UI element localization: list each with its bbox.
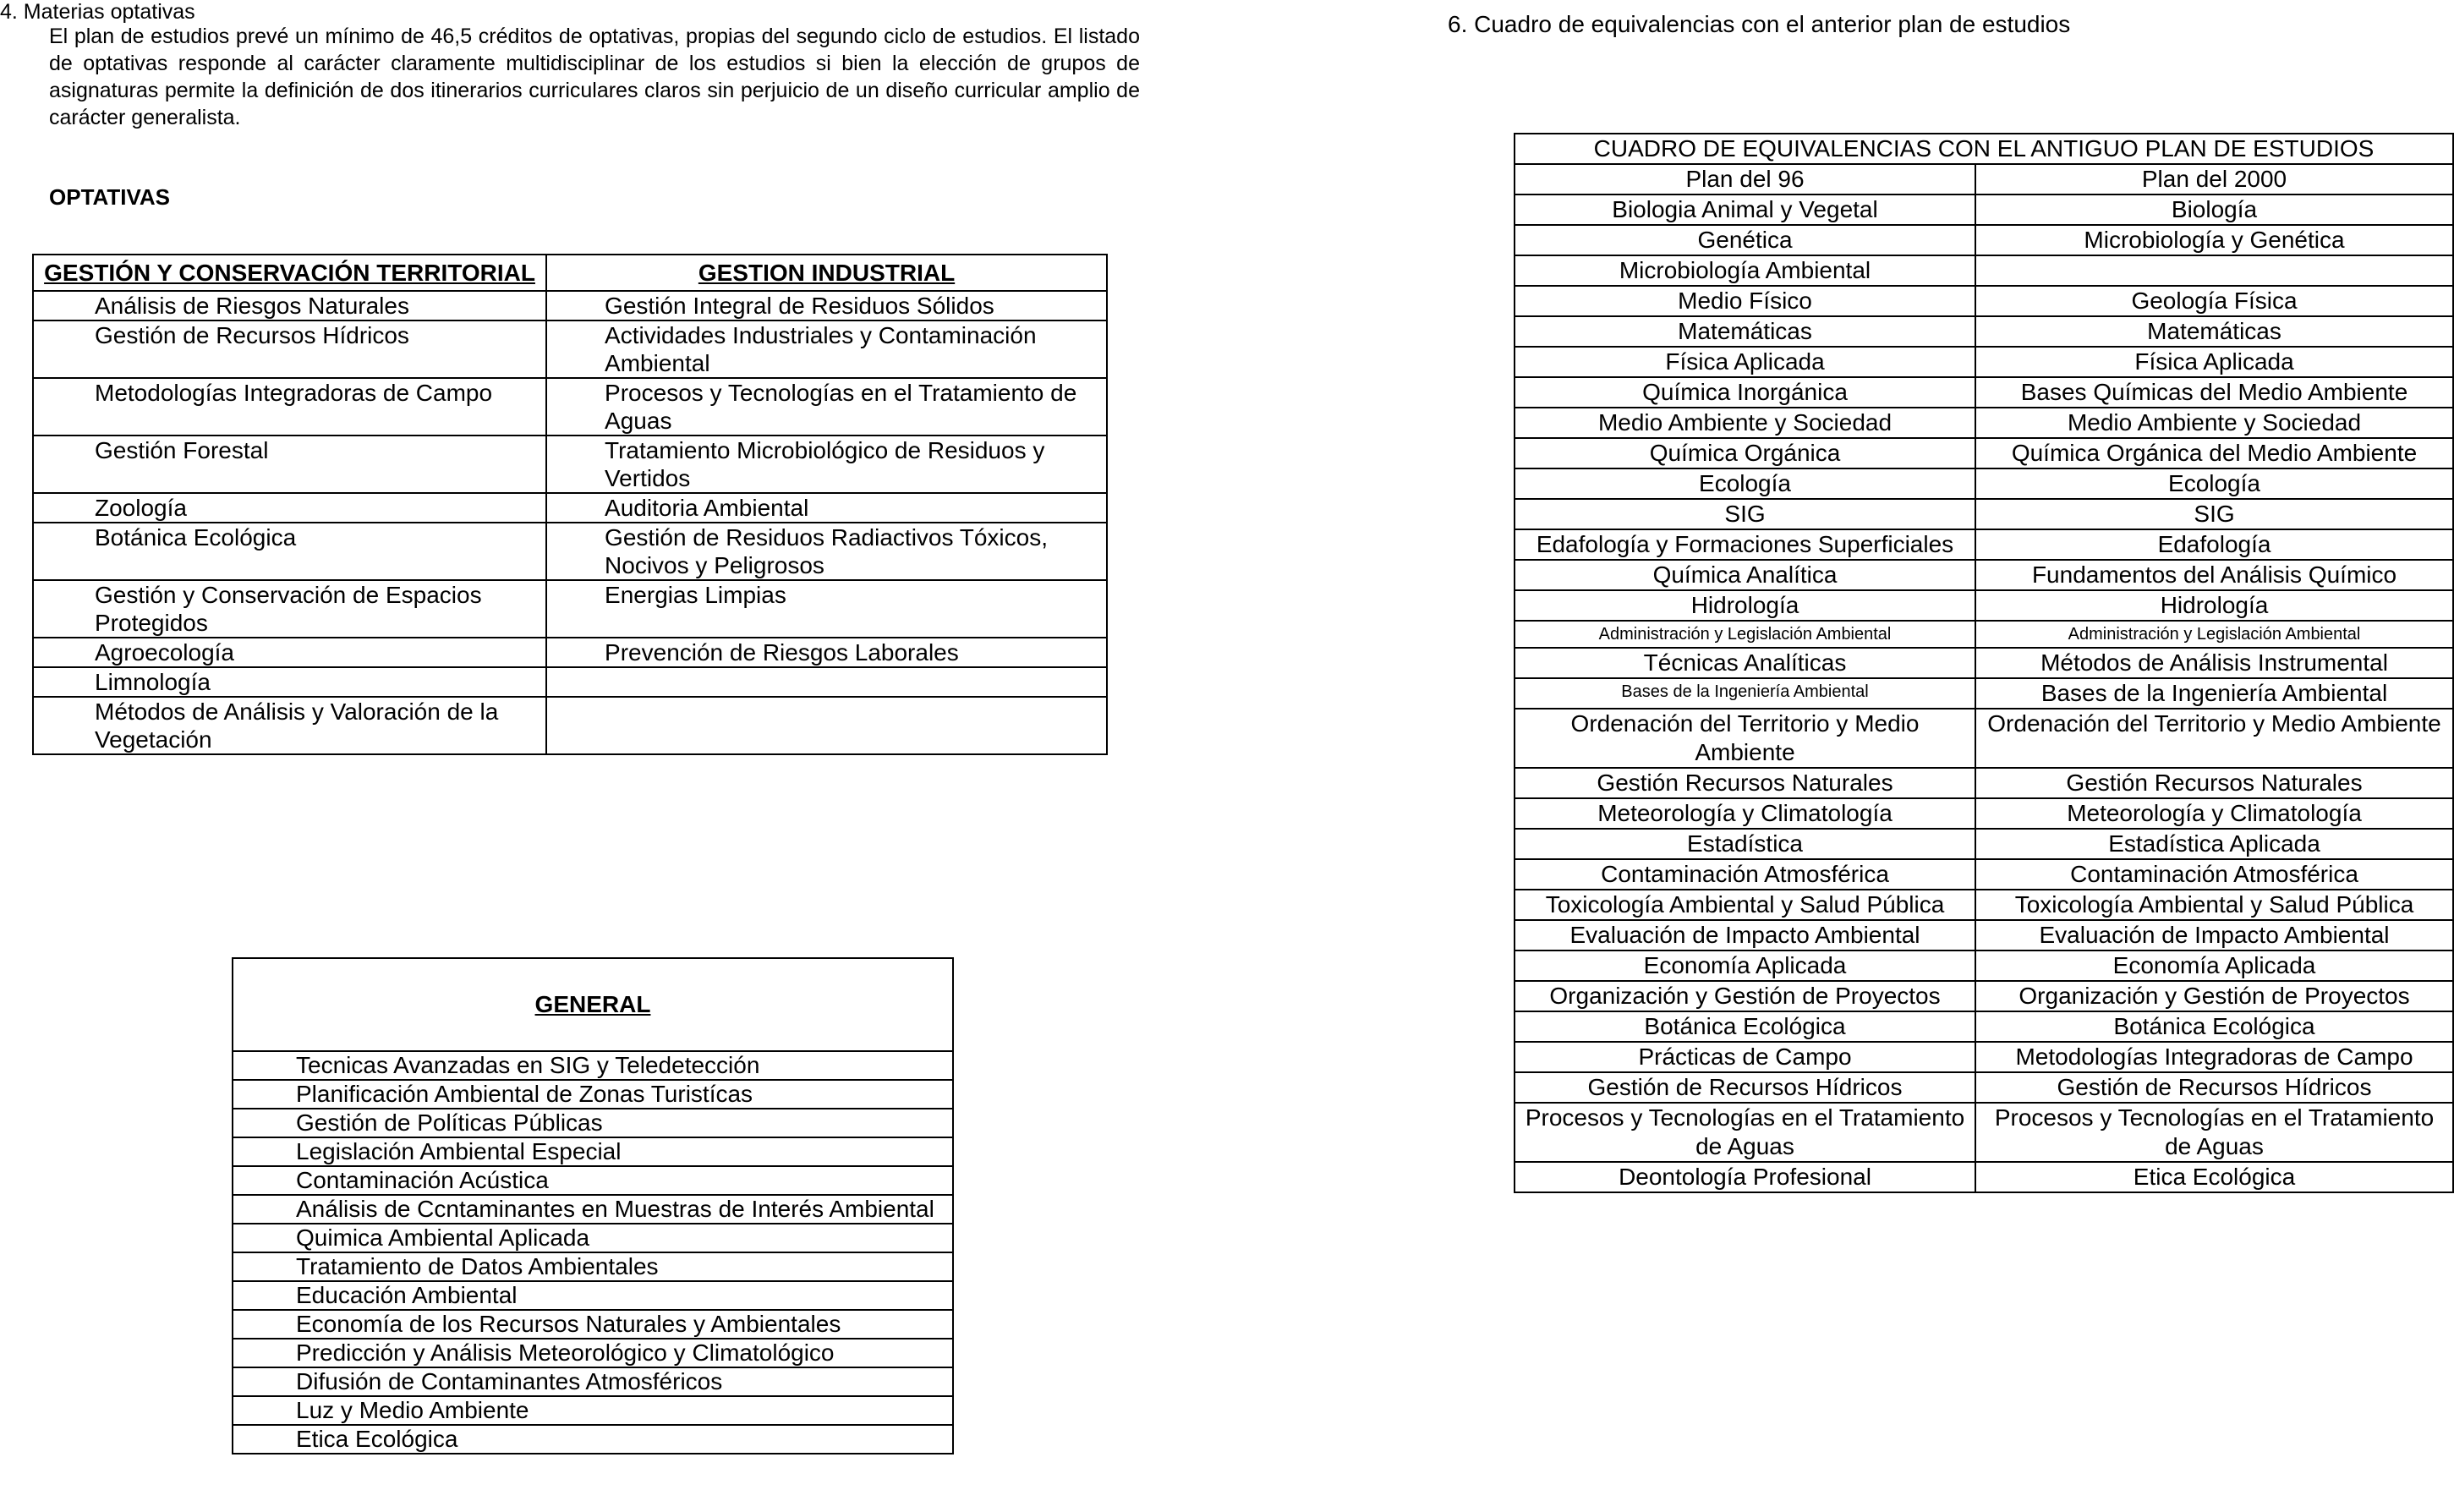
table-cell: Limnología [33,667,546,697]
table-row [1515,678,2453,709]
header-gestion-conservacion: GESTIÓN Y CONSERVACIÓN TERRITORIAL [33,255,546,291]
table-cell: Actividades Industriales y Contaminación Ambiental [546,320,1107,378]
table-cell: Tecnicas Avanzadas en SIG y Teledetección [233,1051,953,1080]
table-cell: Ordenación del Territorio y Medio Ambiente [1515,709,1975,768]
table-cell: Evaluación de Impacto Ambiental [1975,920,2453,950]
table-cell: Microbiología y Genética [1975,225,2453,255]
table-row [1515,316,2453,347]
table-cell: Hidrología [1975,590,2453,621]
table-cell: Etica Ecológica [1975,1162,2453,1192]
table-cell: Química Inorgánica [1515,377,1975,408]
table-cell: Medio Ambiente y Sociedad [1515,408,1975,438]
table-cell: Legislación Ambiental Especial [233,1137,953,1166]
table-row [1515,1103,2453,1162]
table-cell: Gestión Recursos Naturales [1975,768,2453,798]
table-cell: Bases de la Ingeniería Ambiental [1515,678,1975,709]
table-cell: Química Orgánica del Medio Ambiente [1975,438,2453,468]
table-cell: Estadística Aplicada [1975,829,2453,859]
table-cell: Energias Limpias [546,580,1107,638]
table-row [233,1109,953,1137]
table-row [33,638,1107,667]
table-cell: Métodos de Análisis y Valoración de la Vegetación [33,697,546,754]
table-cell: Edafología [1975,529,2453,560]
table-cell [1975,255,2453,286]
table-cell: Bases Químicas del Medio Ambiente [1975,377,2453,408]
table-row [33,291,1107,320]
table-row [233,1339,953,1367]
table-row [233,1080,953,1109]
table-row [1515,194,2453,225]
table-cell: Gestión de Recursos Hídricos [33,320,546,378]
table-row [1515,829,2453,859]
table-cell: Física Aplicada [1975,347,2453,377]
table-cell: Agroecología [33,638,546,667]
table-cell: Botánica Ecológica [33,523,546,580]
table-cell: SIG [1975,499,2453,529]
table-row [1515,347,2453,377]
table-cell [546,667,1107,697]
table-cell: Metodologías Integradoras de Campo [1975,1042,2453,1072]
section-4-heading: 4. Materias optativas [0,0,195,24]
table-cell: Estadística [1515,829,1975,859]
table-row [1515,377,2453,408]
table-row [1515,590,2453,621]
table-row [33,493,1107,523]
table-row [33,523,1107,580]
table-row [1515,621,2453,648]
table-row [1515,1042,2453,1072]
table-cell: Auditoria Ambiental [546,493,1107,523]
table-cell: Medio Ambiente y Sociedad [1975,408,2453,438]
table-row [233,1367,953,1396]
table-cell: Educación Ambiental [233,1281,953,1310]
table-cell: Metodologías Integradoras de Campo [33,378,546,436]
table-row [33,697,1107,754]
table-cell: Métodos de Análisis Instrumental [1975,648,2453,678]
table-cell: Física Aplicada [1515,347,1975,377]
section-6-heading: 6. Cuadro de equivalencias con el anterior plan de estudios [1448,11,2071,37]
table-cell: Gestión de Recursos Hídricos [1515,1072,1975,1103]
table-cell: Planificación Ambiental de Zonas Turistícas [233,1080,953,1109]
section-4-paragraph: El plan de estudios prevé un mínimo de 46,5 créditos de optativas, propias del segundo ciclo de estudios. El listado de optativas responde al carácter claramente multidisciplinar de los estudios si bien la elección de grupos de asignaturas permite la definición de dos itinerarios curriculares claros sin perjuicio de un diseño curricular amplio de carácter generalista. [49,25,1140,129]
table-cell: Prácticas de Campo [1515,1042,1975,1072]
table-cell: Etica Ecológica [233,1425,953,1454]
table-row [1515,408,2453,438]
table-row [233,1195,953,1224]
table-cell: Medio Físico [1515,286,1975,316]
table-cell: Tratamiento de Datos Ambientales [233,1252,953,1281]
table-cell: Microbiología Ambiental [1515,255,1975,286]
table-row [1515,1011,2453,1042]
table-cell: Fundamentos del Análisis Químico [1975,560,2453,590]
table-cell: Luz y Medio Ambiente [233,1396,953,1425]
optativas-table [32,254,1108,755]
table-cell: Meteorología y Climatología [1975,798,2453,829]
table-cell: Contaminación Acústica [233,1166,953,1195]
table-cell: Procesos y Tecnologías en el Tratamiento de Aguas [546,378,1107,436]
table-row [1515,1162,2453,1192]
table-row [1515,798,2453,829]
table-cell: Botánica Ecológica [1515,1011,1975,1042]
table-cell: Contaminación Atmosférica [1515,859,1975,890]
table-cell: SIG [1515,499,1975,529]
table-row [1515,225,2453,255]
table-cell: Meteorología y Climatología [1515,798,1975,829]
equivalencias-table [1514,133,2454,1193]
table-row [1515,255,2453,286]
header-general: GENERAL [233,958,953,1051]
table-cell: Gestión de Recursos Hídricos [1975,1072,2453,1103]
table-row [1515,709,2453,768]
table-cell: Evaluación de Impacto Ambiental [1515,920,1975,950]
table-cell: Química Analítica [1515,560,1975,590]
equivalencias-title: CUADRO DE EQUIVALENCIAS CON EL ANTIGUO PLAN DE ESTUDIOS [1515,134,2453,164]
table-cell: Gestión Forestal [33,436,546,493]
table-cell: Economía Aplicada [1975,950,2453,981]
table-row [33,667,1107,697]
table-row [1515,950,2453,981]
column-header-plan-2000: Plan del 2000 [1975,164,2453,194]
table-row [1515,286,2453,316]
table-cell: Quimica Ambiental Aplicada [233,1224,953,1252]
table-cell: Deontología Profesional [1515,1162,1975,1192]
table-row [1515,529,2453,560]
header-gestion-industrial: GESTION INDUSTRIAL [546,255,1107,291]
table-cell: Organización y Gestión de Proyectos [1975,981,2453,1011]
table-row [1515,468,2453,499]
optativas-title: OPTATIVAS [49,184,170,210]
table-cell: Edafología y Formaciones Superficiales [1515,529,1975,560]
table-row [1515,768,2453,798]
table-cell: Matemáticas [1975,316,2453,347]
table-cell: Ordenación del Territorio y Medio Ambiente [1975,709,2453,768]
table-cell: Biologia Animal y Vegetal [1515,194,1975,225]
table-row [233,1166,953,1195]
table-row [233,1281,953,1310]
table-cell: Toxicología Ambiental y Salud Pública [1975,890,2453,920]
table-cell: Matemáticas [1515,316,1975,347]
table-cell: Zoología [33,493,546,523]
table-cell: Técnicas Analíticas [1515,648,1975,678]
table-cell [546,697,1107,754]
table-cell: Procesos y Tecnologías en el Tratamiento de Aguas [1515,1103,1975,1162]
table-cell: Botánica Ecológica [1975,1011,2453,1042]
table-cell: Gestión de Políticas Públicas [233,1109,953,1137]
table-cell: Prevención de Riesgos Laborales [546,638,1107,667]
table-row [1515,920,2453,950]
table-row [233,1137,953,1166]
table-cell: Ecología [1975,468,2453,499]
table-cell: Gestión y Conservación de Espacios Protegidos [33,580,546,638]
table-cell: Economía de los Recursos Naturales y Ambientales [233,1310,953,1339]
table-row [233,1396,953,1425]
table-cell: Tratamiento Microbiológico de Residuos y Vertidos [546,436,1107,493]
table-row [33,436,1107,493]
table-row [1515,859,2453,890]
table-row [1515,890,2453,920]
table-cell: Geología Física [1975,286,2453,316]
table-cell: Contaminación Atmosférica [1975,859,2453,890]
table-cell: Gestión Recursos Naturales [1515,768,1975,798]
table-row [233,1425,953,1454]
table-row [33,320,1107,378]
table-row [1515,438,2453,468]
table-cell: Gestión de Residuos Radiactivos Tóxicos, Nocivos y Peligrosos [546,523,1107,580]
table-cell: Química Orgánica [1515,438,1975,468]
table-cell: Hidrología [1515,590,1975,621]
table-row [1515,648,2453,678]
table-cell: Análisis de Riesgos Naturales [33,291,546,320]
table-row [1515,981,2453,1011]
table-row [233,1051,953,1080]
column-header-plan-96: Plan del 96 [1515,164,1975,194]
table-row [33,580,1107,638]
table-row [1515,1072,2453,1103]
table-cell: Economía Aplicada [1515,950,1975,981]
table-cell: Organización y Gestión de Proyectos [1515,981,1975,1011]
table-cell: Predicción y Análisis Meteorológico y Climatológico [233,1339,953,1367]
table-cell: Genética [1515,225,1975,255]
table-cell: Biología [1975,194,2453,225]
table-cell: Análisis de Ccntaminantes en Muestras de Interés Ambiental [233,1195,953,1224]
table-cell: Administración y Legislación Ambiental [1975,621,2453,648]
table-cell: Ecología [1515,468,1975,499]
table-row [1515,560,2453,590]
general-table [232,957,954,1454]
table-cell: Difusión de Contaminantes Atmosféricos [233,1367,953,1396]
table-row [233,1224,953,1252]
table-row [233,1310,953,1339]
table-row [33,378,1107,436]
table-cell: Procesos y Tecnologías en el Tratamiento de Aguas [1975,1103,2453,1162]
table-cell: Administración y Legislación Ambiental [1515,621,1975,648]
table-cell: Toxicología Ambiental y Salud Pública [1515,890,1975,920]
table-cell: Bases de la Ingeniería Ambiental [1975,678,2453,709]
table-row [233,1252,953,1281]
table-row [1515,499,2453,529]
table-cell: Gestión Integral de Residuos Sólidos [546,291,1107,320]
